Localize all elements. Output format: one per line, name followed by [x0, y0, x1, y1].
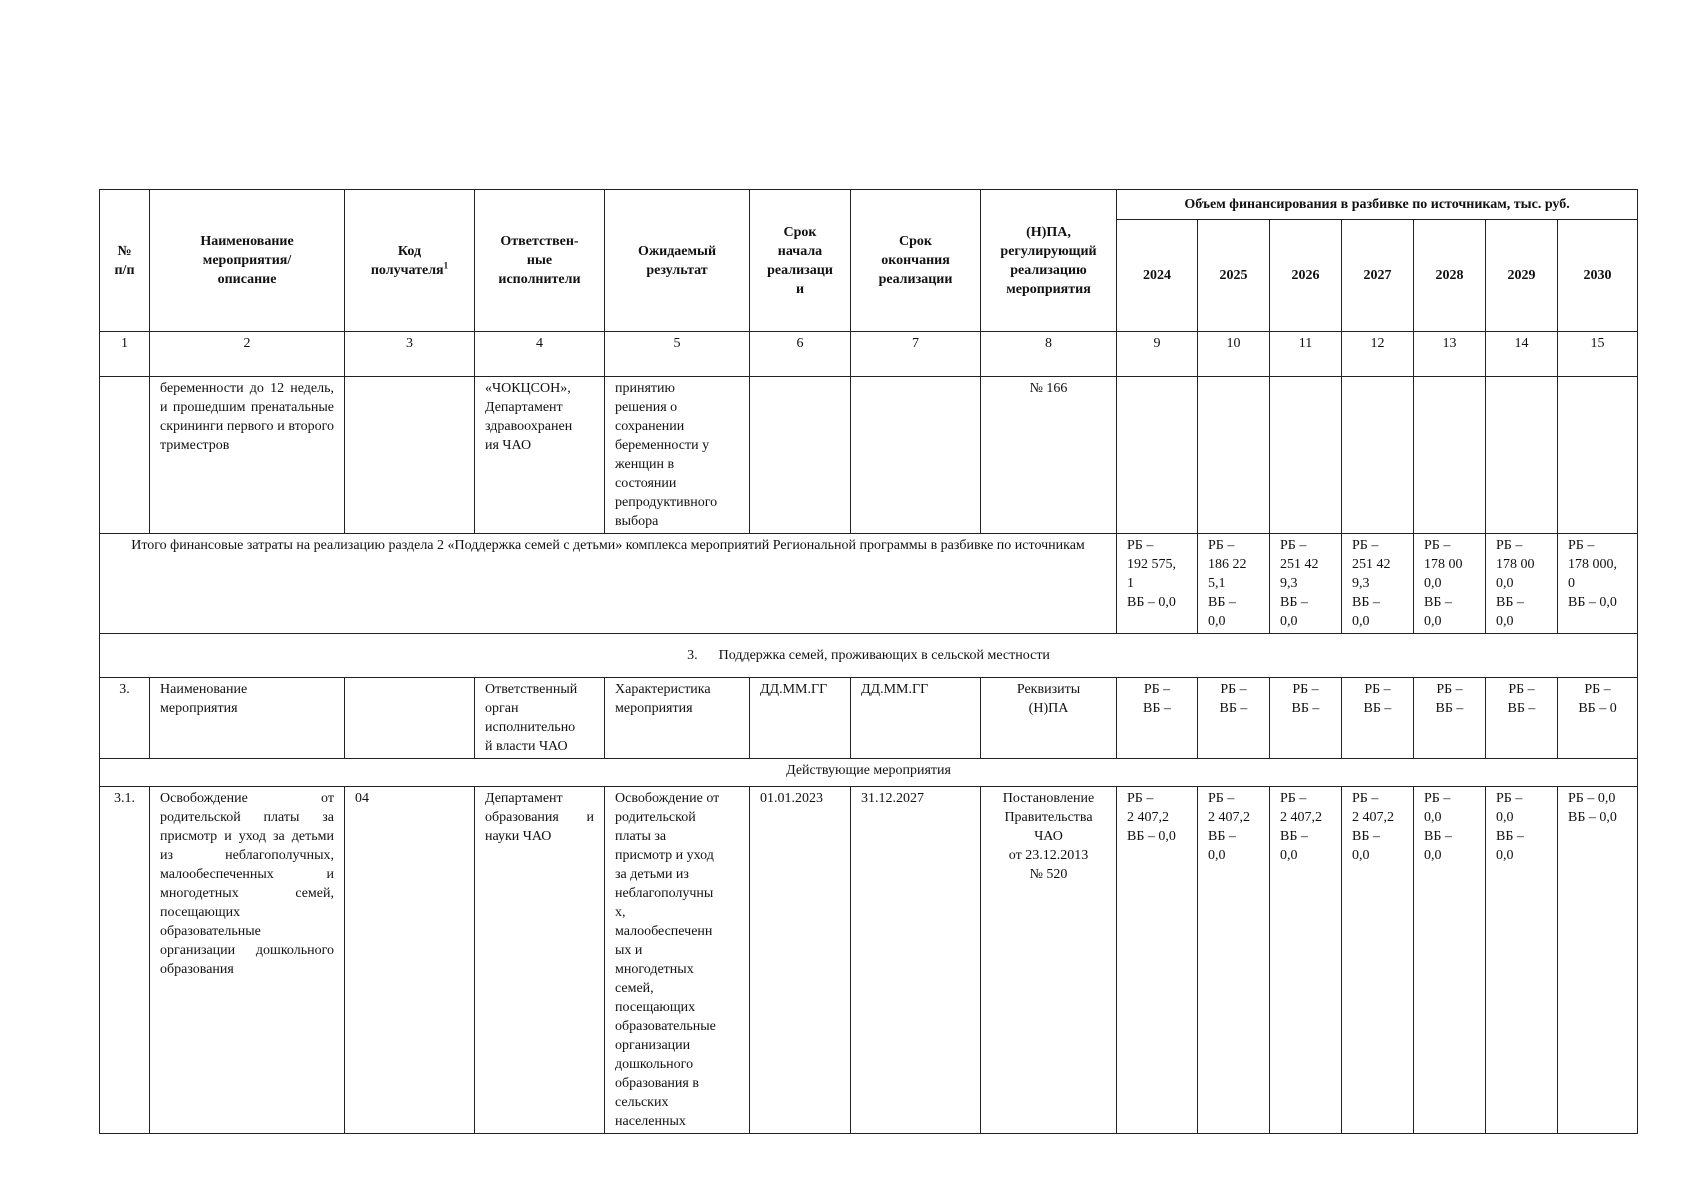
cell-start: ДД.ММ.ГГ [750, 678, 851, 759]
header-result: Ожидаемый результат [605, 190, 750, 332]
column-index: 1 [100, 332, 150, 377]
cell-empty [1486, 377, 1558, 534]
header-code-label: Код получателя [370, 243, 444, 278]
column-index: 5 [605, 332, 750, 377]
section-heading [100, 634, 1638, 678]
section-number: 3. [687, 648, 698, 663]
column-index: 7 [851, 332, 981, 377]
header-code-footnote: 1 [443, 259, 449, 270]
header-row-top [100, 190, 1638, 220]
total-value: РБ – 251 42 9,3 ВБ – 0,0 [1342, 534, 1414, 634]
column-index: 6 [750, 332, 851, 377]
template-value: РБ – ВБ – [1270, 678, 1342, 759]
measure-value: РБ – 0,0 ВБ – 0,0 [1486, 787, 1558, 1134]
cell-code: 04 [345, 787, 475, 1134]
template-value: РБ – ВБ – [1117, 678, 1198, 759]
cell-num: 3. [100, 678, 150, 759]
header-funding: Объем финансирования в разбивке по источникам, тыс. руб. [1117, 190, 1638, 220]
header-year: 2024 [1117, 220, 1198, 332]
total-value: РБ – 192 575, 1 ВБ – 0,0 [1117, 534, 1198, 634]
cell-empty [1117, 377, 1198, 534]
cell-name: беременности до 12 недель, и прошедшим пренатальные скрининги первого и второго триместров [150, 377, 345, 534]
cell-start: 01.01.2023 [750, 787, 851, 1134]
header-year: 2029 [1486, 220, 1558, 332]
cell-empty [1198, 377, 1270, 534]
column-index: 3 [345, 332, 475, 377]
cell-empty [1414, 377, 1486, 534]
header-responsible: Ответствен- ные исполнители [475, 190, 605, 332]
subsection-title: Действующие мероприятия [100, 759, 1638, 787]
cell-result: Освобождение от родительской платы за присмотр и уход за детьми из неблагополучны х, малообеспеченн ых и многодетных семей, посещающих образовательные организации дошкольного образования в сельских населенных [605, 787, 750, 1134]
column-index: 14 [1486, 332, 1558, 377]
cell-responsible: «ЧОКЦСОН», Департамент здравоохранен ия ЧАО [475, 377, 605, 534]
continuation-row [100, 377, 1638, 534]
template-value: РБ – ВБ – 0 [1558, 678, 1638, 759]
header-year: 2030 [1558, 220, 1638, 332]
cell-empty [100, 377, 150, 534]
cell-responsible: Ответственный орган исполнительно й власти ЧАО [475, 678, 605, 759]
cell-empty [750, 377, 851, 534]
column-index: 11 [1270, 332, 1342, 377]
template-value: РБ – ВБ – [1414, 678, 1486, 759]
total-value: РБ – 178 00 0,0 ВБ – 0,0 [1414, 534, 1486, 634]
cell-name: Наименование мероприятия [150, 678, 345, 759]
template-row [100, 678, 1638, 759]
header-num: № п/п [100, 190, 150, 332]
header-year: 2028 [1414, 220, 1486, 332]
section-title: Поддержка семей, проживающих в сельской местности [718, 648, 1050, 663]
cell-empty [851, 377, 981, 534]
cell-result: Характеристика мероприятия [605, 678, 750, 759]
header-year: 2025 [1198, 220, 1270, 332]
total-value: РБ – 251 42 9,3 ВБ – 0,0 [1270, 534, 1342, 634]
header-start: Срок начала реализаци и [750, 190, 851, 332]
header-code [345, 190, 475, 332]
header-npa: (Н)ПА, регулирующий реализацию мероприятия [981, 190, 1117, 332]
cell-result: принятию решения о сохранении беременности у женщин в состоянии репродуктивного выбора [605, 377, 750, 534]
cell-end: 31.12.2027 [851, 787, 981, 1134]
header-name: Наименование мероприятия/ описание [150, 190, 345, 332]
column-index: 10 [1198, 332, 1270, 377]
measure-value: РБ – 0,0 ВБ – 0,0 [1414, 787, 1486, 1134]
measure-row [100, 787, 1638, 1134]
financing-plan-table [99, 189, 1638, 1134]
cell-responsible: Департамент образования и науки ЧАО [475, 787, 605, 1134]
cell-num: 3.1. [100, 787, 150, 1134]
column-index: 13 [1414, 332, 1486, 377]
cell-end: ДД.ММ.ГГ [851, 678, 981, 759]
template-value: РБ – ВБ – [1486, 678, 1558, 759]
measure-value: РБ – 2 407,2 ВБ – 0,0 [1342, 787, 1414, 1134]
column-index: 2 [150, 332, 345, 377]
header-year: 2026 [1270, 220, 1342, 332]
measure-value: РБ – 2 407,2 ВБ – 0,0 [1270, 787, 1342, 1134]
cell-code [345, 678, 475, 759]
total-value: РБ – 186 22 5,1 ВБ – 0,0 [1198, 534, 1270, 634]
measure-value: РБ – 0,0 ВБ – 0,0 [1558, 787, 1638, 1134]
column-index: 15 [1558, 332, 1638, 377]
cell-empty [1342, 377, 1414, 534]
measure-value: РБ – 2 407,2 ВБ – 0,0 [1117, 787, 1198, 1134]
cell-npa: № 166 [981, 377, 1117, 534]
cell-empty [1558, 377, 1638, 534]
total-value: РБ – 178 000, 0 ВБ – 0,0 [1558, 534, 1638, 634]
column-index: 4 [475, 332, 605, 377]
total-row [100, 534, 1638, 634]
cell-empty [1270, 377, 1342, 534]
cell-empty [345, 377, 475, 534]
section-heading-row [100, 634, 1638, 678]
cell-npa: Реквизиты (Н)ПА [981, 678, 1117, 759]
column-index: 12 [1342, 332, 1414, 377]
header-year: 2027 [1342, 220, 1414, 332]
cell-name: Освобождение от родительской платы за присмотр и уход за детьми из неблагополучных, малообеспеченных и многодетных семей, посещающих образовательные организации дошкольного образования [150, 787, 345, 1134]
total-label: Итого финансовые затраты на реализацию раздела 2 «Поддержка семей с детьми» комплекса мероприятий Региональной программы в разбивке по источникам [100, 534, 1117, 634]
template-value: РБ – ВБ – [1198, 678, 1270, 759]
cell-npa: Постановление Правительства ЧАО от 23.12.2013 № 520 [981, 787, 1117, 1134]
header-end: Срок окончания реализации [851, 190, 981, 332]
subsection-row [100, 759, 1638, 787]
total-value: РБ – 178 00 0,0 ВБ – 0,0 [1486, 534, 1558, 634]
measure-value: РБ – 2 407,2 ВБ – 0,0 [1198, 787, 1270, 1134]
column-index: 8 [981, 332, 1117, 377]
template-value: РБ – ВБ – [1342, 678, 1414, 759]
column-index: 9 [1117, 332, 1198, 377]
column-index-row [100, 332, 1638, 377]
